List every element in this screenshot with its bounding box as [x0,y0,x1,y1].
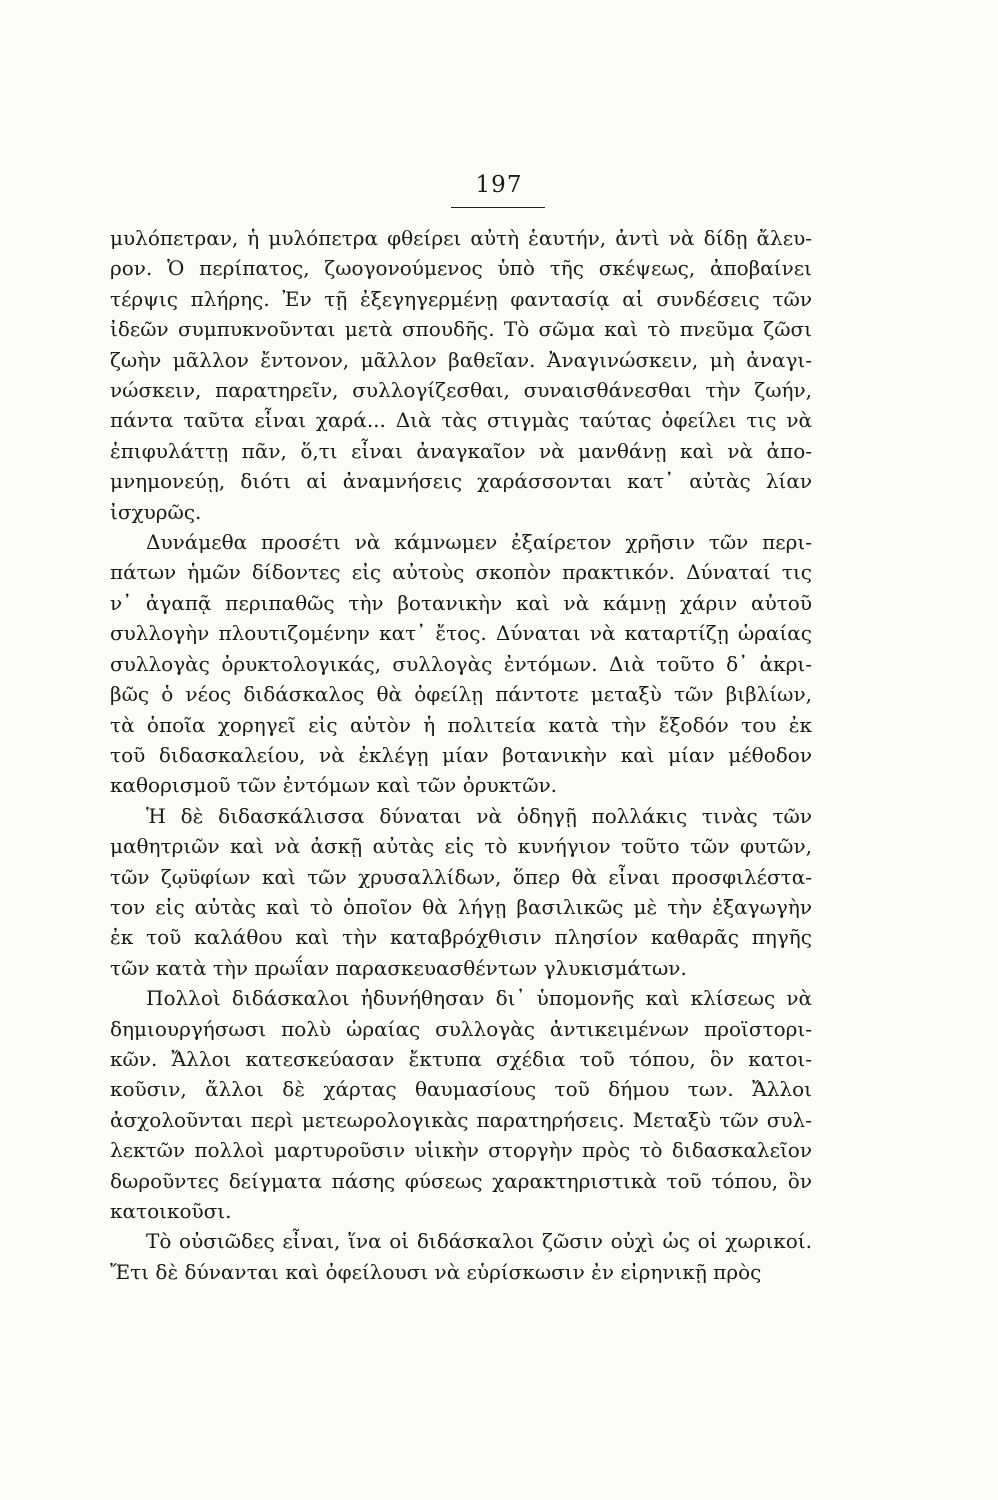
text-line: κοῦσιν, ἄλλοι δὲ χάρτας θαυμασίους τοῦ δήμου των. Ἄλλοι [110,1077,812,1102]
paragraph [110,1226,812,1287]
text-line: ἐκ τοῦ καλάθου καὶ τὴν καταβρόχθισιν πλησίον καθαρᾶς πηγῆς [110,925,812,950]
text-line: Ἡ δὲ διδασκάλισσα δύναται νὰ ὁδηγῇ πολλάκις τινὰς τῶν [146,803,812,828]
text-line: τῶν ζῳϋφίων καὶ τῶν χρυσαλλίδων, ὅπερ θὰ εἶναι προσφιλέστα- [110,864,812,889]
text-line: ζωὴν μᾶλλον ἔντονον, μᾶλλον βαθεῖαν. Ἀναγινώσκειν, μὴ ἀναγι- [110,347,812,372]
text-line: πάτων ἡμῶν δίδοντες εἰς αὐτοὺς σκοπὸν πρακτικόν. Δύναταί τις [110,560,812,585]
text-line: δωροῦντες δείγματα πάσης φύσεως χαρακτηριστικὰ τοῦ τόπου, ὃν [110,1168,812,1193]
paragraph [110,801,812,983]
text-line: Τὸ οὐσιῶδες εἶναι, ἵνα οἱ διδάσκαλοι ζῶσιν οὐχὶ ὡς οἱ χωρικοί. [146,1229,812,1254]
text-line: κατοικοῦσι. [110,1199,232,1223]
text-line: μνημονεύῃ, διότι αἱ ἀναμνήσεις χαράσσονται κατ᾿ αὐτὰς λίαν [110,469,812,494]
text-line: κῶν. Ἄλλοι κατεσκεύασαν ἔκτυπα σχέδια τοῦ τόπου, ὃν κατοι- [110,1046,812,1071]
text-line: Δυνάμεθα προσέτι νὰ κάμνωμεν ἐξαίρετον χρῆσιν τῶν περι- [146,530,812,555]
page-number: 197 [475,172,523,198]
body-text [110,223,812,1287]
text-line: ἀσχολοῦνται περὶ μετεωρολογικὰς παρατηρήσεις. Μεταξὺ τῶν συλ- [110,1107,812,1132]
text-line: καθορισμοῦ τῶν ἐντόμων καὶ τῶν ὀρυκτῶν. [110,773,558,798]
text-line: νώσκειν, παρατηρεῖν, συλλογίζεσθαι, συναισθάνεσθαι τὴν ζωήν, [110,378,812,403]
text-line: ἰσχυρῶς. [110,499,202,524]
text-line: ἰδεῶν συμπυκνοῦνται μετὰ σπουδῆς. Τὸ σῶμα καὶ τὸ πνεῦμα ζῶσι [110,317,812,342]
text-line: δημιουργήσωσι πολὺ ὡραίας συλλογὰς ἀντικειμένων προϊστορι- [110,1016,812,1041]
paragraph [110,223,812,527]
text-line: ρον. Ὁ περίπατος, ζωογονούμενος ὑπὸ τῆς σκέψεως, ἀποβαίνει [110,256,812,281]
text-line: συλλογὴν πλουτιζομένην κατ᾿ ἔτος. Δύναται νὰ καταρτίζῃ ὡραίας [110,621,812,646]
text-line: Πολλοὶ διδάσκαλοι ἠδυνήθησαν δι᾿ ὑπομονῆς καὶ κλίσεως νὰ [146,986,812,1011]
text-line: ἐπιφυλάττῃ πᾶν, ὅ,τι εἶναι ἀναγκαῖον νὰ μανθάνῃ καὶ νὰ ἀπο- [110,438,812,463]
text-line: μυλόπετραν, ἡ μυλόπετρα φθείρει αὐτὴ ἑαυτήν, ἀντὶ νὰ δίδῃ ἄλευ- [110,226,812,250]
text-line: Ἔτι δὲ δύνανται καὶ ὀφείλουσι νὰ εὑρίσκωσιν ἐν εἰρηνικῇ πρὸς [110,1259,762,1284]
text-line: τῶν κατὰ τὴν πρωΐαν παρασκευασθέντων γλυκισμάτων. [110,955,687,980]
text-line: τον εἰς αὐτὰς καὶ τὸ ὁποῖον θὰ λήγῃ βασιλικῶς μὲ τὴν ἐξαγωγὴν [110,894,812,919]
text-line: τέρψις πλήρης. Ἐν τῇ ἐξεγηγερμένῃ φαντασίᾳ αἱ συνδέσεις τῶν [110,286,812,311]
text-line: βῶς ὁ νέος διδάσκαλος θὰ ὀφείλῃ πάντοτε μεταξὺ τῶν βιβλίων, [110,682,812,707]
paragraph [110,527,812,801]
text-line: λεκτῶν πολλοὶ μαρτυροῦσιν υἱικὴν στοργὴν πρὸς τὸ διδασκαλεῖον [110,1138,812,1163]
text-line: συλλογὰς ὀρυκτολογικάς, συλλογὰς ἐντόμων. Διὰ τοῦτο δ᾿ ἀκρι- [110,651,812,676]
page-number-rule [451,207,545,208]
text-line: τὰ ὁποῖα χορηγεῖ εἰς αὐτὸν ἡ πολιτεία κατὰ τὴν ἔξοδόν του ἐκ [110,712,812,737]
text-line: μαθητριῶν καὶ νὰ ἀσκῇ αὐτὰς εἰς τὸ κυνήγιον τοῦτο τῶν φυτῶν, [110,834,812,859]
text-line: ν᾿ ἀγαπᾷ περιπαθῶς τὴν βοτανικὴν καὶ νὰ κάμνῃ χάριν αὐτοῦ [110,590,812,615]
text-line: τοῦ διδασκαλείου, νὰ ἐκλέγῃ μίαν βοτανικὴν καὶ μίαν μέθοδον [110,742,812,767]
text-line: πάντα ταῦτα εἶναι χαρά... Διὰ τὰς στιγμὰς ταύτας ὀφείλει τις νὰ [110,408,812,433]
paragraph [110,983,812,1226]
